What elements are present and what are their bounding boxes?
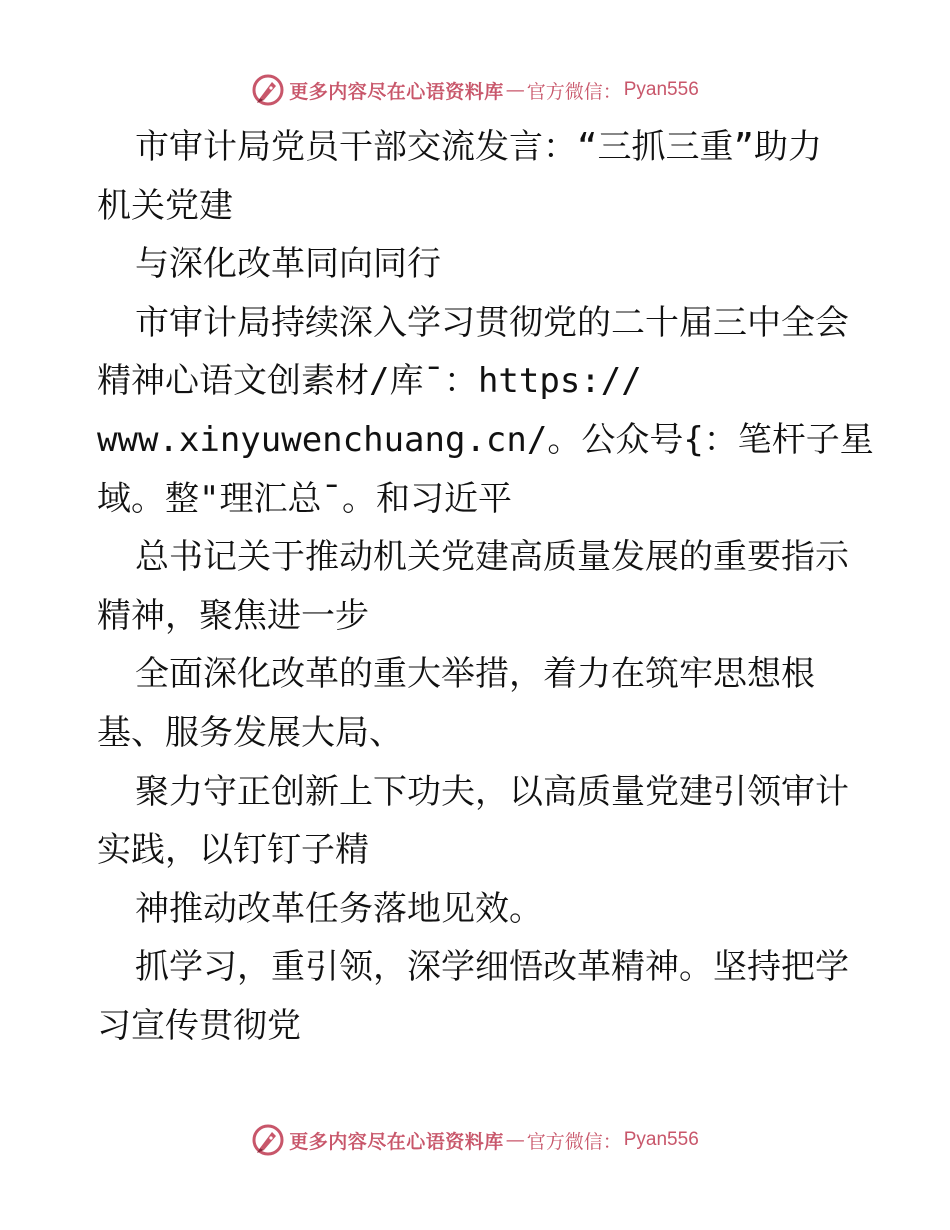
- text-line: 神推动改革任务落地见效。: [135, 888, 543, 929]
- text-line: 市审计局持续深入学习贯彻党的二十届三中全会: [135, 302, 849, 343]
- text-line: www.xinyuwenchuang.cn/。公众号{：笔杆子星: [97, 419, 874, 460]
- header-dash: —: [505, 79, 525, 101]
- text-line: 基、服务发展大局、: [97, 712, 403, 753]
- text-line: 总书记关于推动机关党建高质量发展的重要指示: [135, 537, 849, 578]
- text-line: 精神，聚焦进一步: [97, 595, 369, 636]
- footer-banner: [0, 1120, 950, 1160]
- text-line: 精神心语文创素材/库¯：https://: [97, 361, 642, 402]
- header-official-label: 官方微信：: [526, 80, 622, 103]
- footer-dash: —: [505, 1129, 525, 1151]
- text-line: 与深化改革同向同行: [135, 244, 441, 285]
- pen-nib-logo-icon: [251, 1123, 285, 1157]
- header-wechat-id: Pyan556: [623, 79, 699, 100]
- footer-wechat-id: Pyan556: [623, 1129, 699, 1150]
- header-brand-text: 更多内容尽在心语资料库: [289, 80, 504, 103]
- text-line: 域。整"理汇总¯。和习近平: [97, 478, 512, 519]
- text-line: 习宣传贯彻党: [97, 1005, 301, 1046]
- footer-official-label: 官方微信：: [526, 1130, 622, 1153]
- text-line: 抓学习，重引领，深学细悟改革精神。坚持把学: [135, 947, 849, 988]
- document-body: [97, 118, 874, 1056]
- text-line: 全面深化改革的重大举措，着力在筑牢思想根: [135, 654, 815, 695]
- text-line: 实践，以钉钉子精: [97, 830, 369, 871]
- text-line: 聚力守正创新上下功夫，以高质量党建引领审计: [135, 771, 849, 812]
- header-banner: [0, 70, 950, 110]
- text-line: 机关党建: [97, 185, 233, 226]
- pen-nib-logo-icon: [251, 73, 285, 107]
- footer-brand-text: 更多内容尽在心语资料库: [289, 1130, 504, 1153]
- text-line: 市审计局党员干部交流发言：“三抓三重”助力: [135, 127, 822, 167]
